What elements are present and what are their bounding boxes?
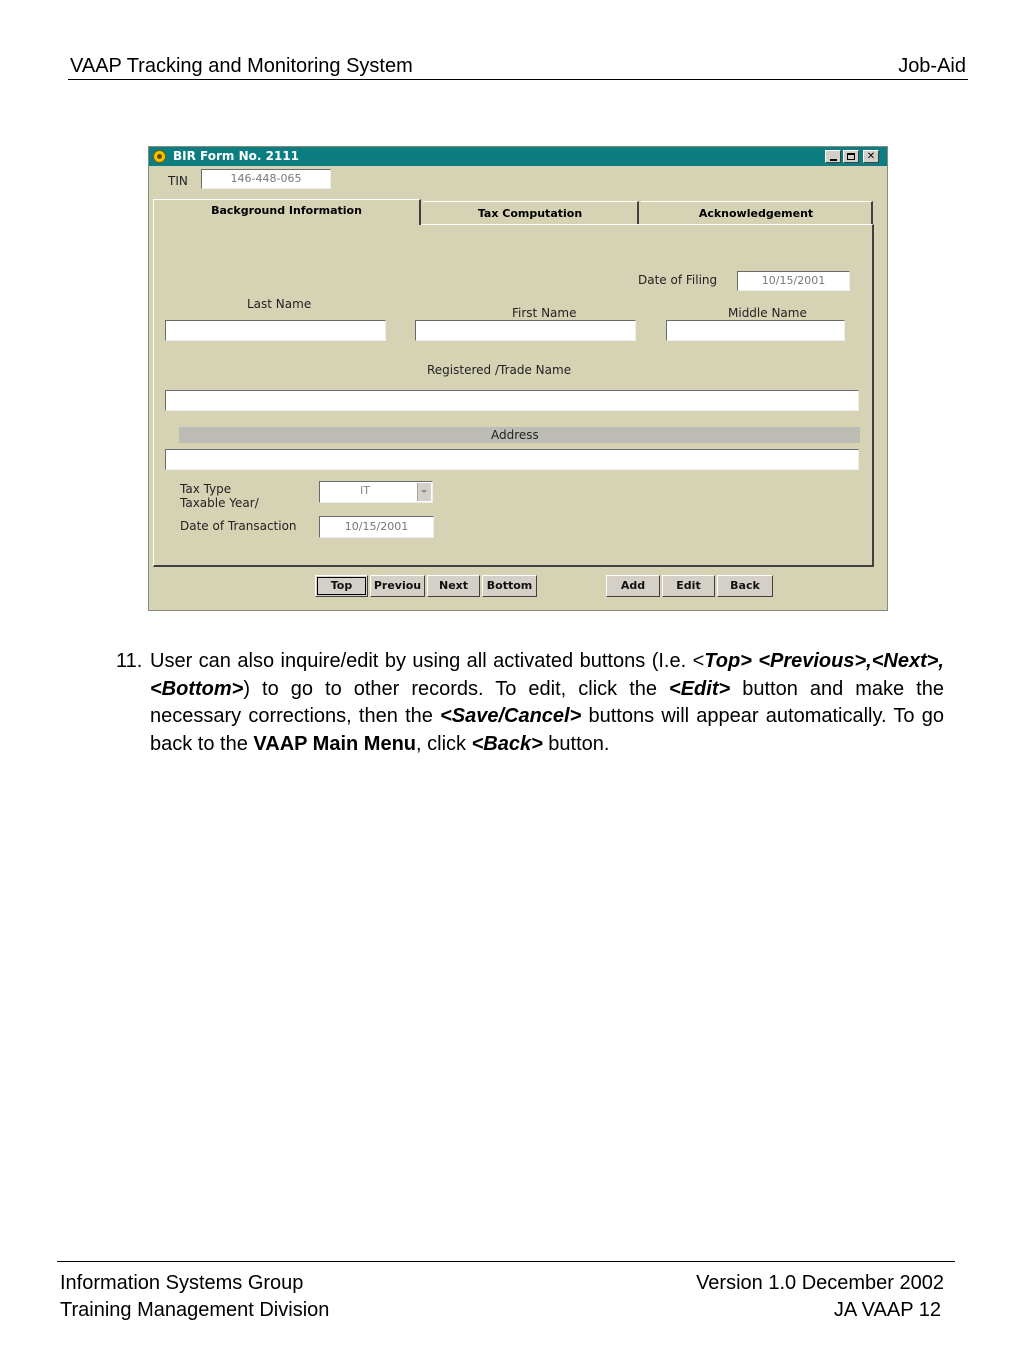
- tin-field[interactable]: 146-448-065: [201, 169, 331, 189]
- date-of-filing-label: Date of Filing: [638, 273, 718, 287]
- close-icon: ✕: [866, 151, 876, 162]
- trade-name-label: Registered /Trade Name: [427, 363, 572, 377]
- previous-button[interactable]: Previou: [370, 575, 425, 597]
- chevron-down-icon[interactable]: [417, 483, 431, 501]
- maximize-icon: [847, 153, 855, 160]
- last-name-field[interactable]: [165, 320, 386, 341]
- edit-button[interactable]: Edit: [662, 575, 715, 597]
- tax-type-value: IT: [360, 484, 370, 497]
- step-text-part: User can also inquire/edit by using all activated buttons (I.e. <: [150, 650, 705, 672]
- step-text-part: , click: [416, 732, 472, 755]
- tin-label: TIN: [168, 174, 188, 188]
- tax-type-select[interactable]: [319, 481, 433, 503]
- step-bold-buttons: Top> <Previous>,<Next>,<Bottom>: [150, 650, 944, 700]
- step-text-part: buttons will appear automatically. To go back to the: [150, 705, 944, 755]
- app-icon: [153, 150, 166, 163]
- top-button[interactable]: Top: [315, 575, 368, 597]
- step-text-part: ) to go to other records. To edit, click the: [243, 677, 670, 700]
- close-button[interactable]: [863, 150, 879, 163]
- footer-division: Training Management Division: [60, 1299, 330, 1321]
- tab-tax-computation[interactable]: Tax Computation: [423, 201, 639, 224]
- minimize-button[interactable]: [825, 150, 841, 163]
- step-bold-main-menu: VAAP Main Menu: [253, 732, 417, 755]
- step-bold-save-cancel: <Save/Cancel>: [440, 705, 582, 727]
- page-header-title: VAAP Tracking and Monitoring System: [70, 55, 413, 77]
- header-divider: [68, 79, 968, 80]
- address-label: Address: [491, 428, 539, 442]
- middle-name-field[interactable]: [666, 320, 845, 341]
- step-text: [150, 648, 944, 758]
- first-name-label: First Name: [512, 306, 577, 320]
- back-button[interactable]: Back: [717, 575, 773, 597]
- footer-version: Version 1.0 December 2002: [696, 1272, 944, 1294]
- window-title-bar[interactable]: [149, 147, 887, 166]
- middle-name-label: Middle Name: [728, 306, 807, 320]
- bottom-button[interactable]: Bottom: [482, 575, 537, 597]
- first-name-field[interactable]: [415, 320, 636, 341]
- address-field[interactable]: [165, 449, 859, 470]
- step-bold-back: <Back>: [471, 732, 543, 755]
- footer-page-number: JA VAAP 12: [833, 1299, 941, 1321]
- add-button[interactable]: Add: [606, 575, 660, 597]
- bir-form-window: [148, 146, 888, 611]
- date-of-transaction-label: Date of Transaction: [180, 519, 297, 533]
- date-of-filing-field[interactable]: 10/15/2001: [737, 271, 850, 291]
- next-button[interactable]: Next: [427, 575, 480, 597]
- step-number: 11.: [116, 650, 143, 672]
- step-text-part: button.: [542, 732, 610, 755]
- window-title: BIR Form No. 2111: [173, 149, 300, 163]
- tab-acknowledgement[interactable]: Acknowledgement: [641, 201, 873, 224]
- tab-background-information[interactable]: Background Information: [153, 199, 421, 225]
- tax-type-label: Tax Type Taxable Year/: [180, 482, 259, 510]
- page-header-doc-type: Job-Aid: [898, 55, 966, 77]
- minimize-icon: [830, 159, 837, 161]
- maximize-button[interactable]: [843, 150, 859, 163]
- trade-name-field[interactable]: [165, 390, 859, 411]
- step-bold-edit: <Edit>: [669, 677, 731, 700]
- date-of-transaction-field[interactable]: 10/15/2001: [319, 516, 434, 538]
- footer-org: Information Systems Group: [60, 1272, 304, 1294]
- footer-divider: [57, 1261, 955, 1262]
- step-text-part: button and make the necessary corrections, then the: [150, 677, 944, 727]
- last-name-label: Last Name: [247, 297, 312, 311]
